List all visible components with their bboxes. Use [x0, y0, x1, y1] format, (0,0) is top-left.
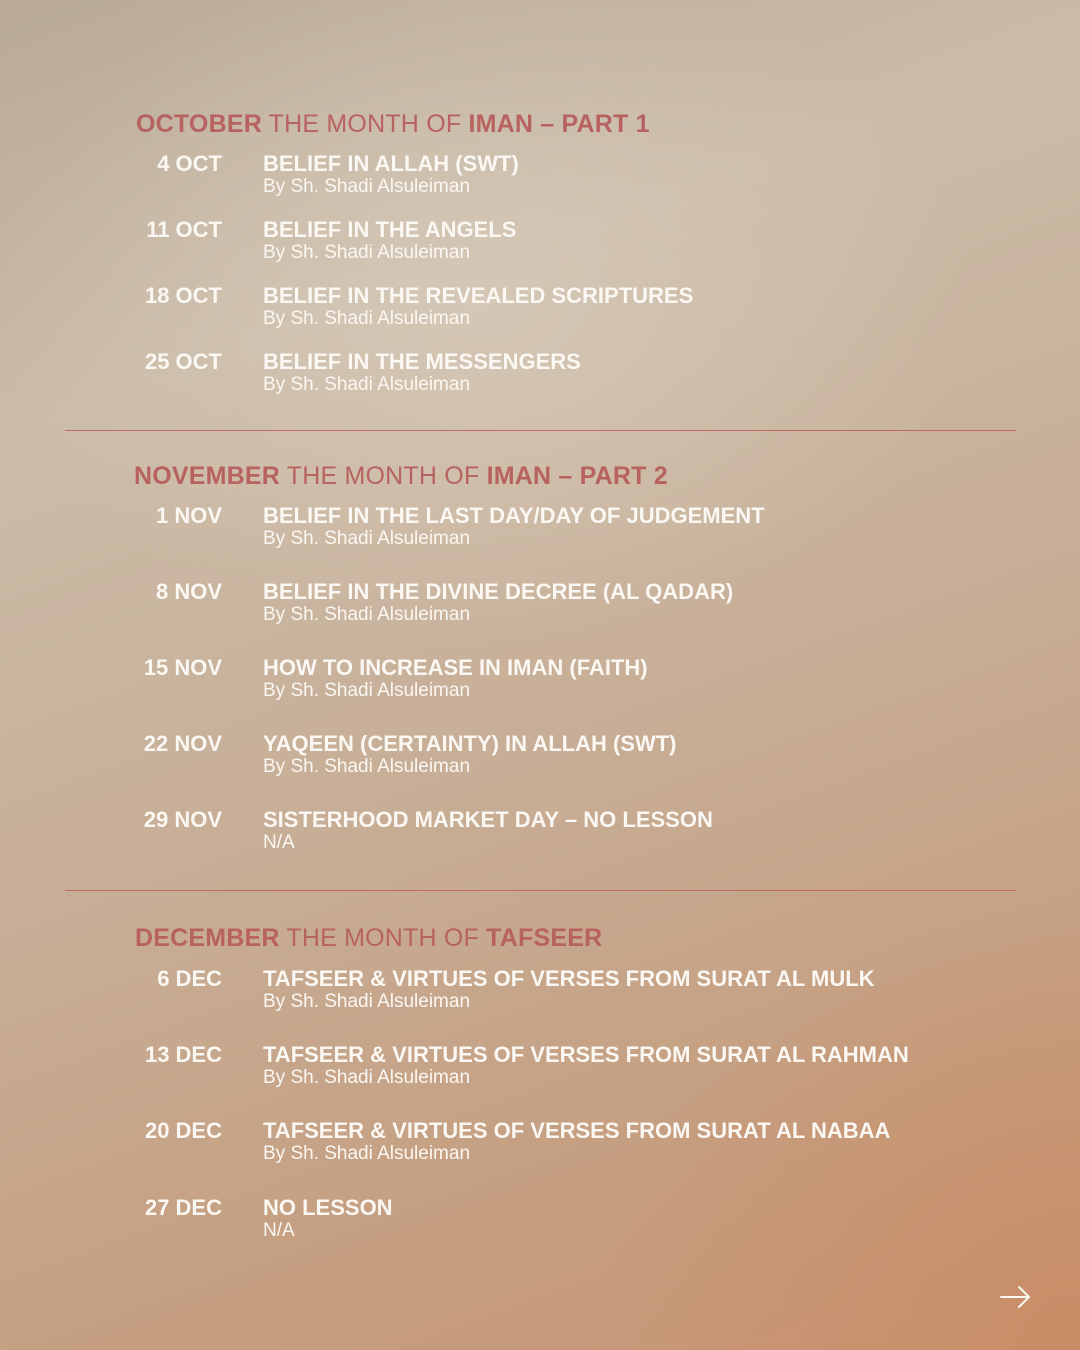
lesson-title: TAFSEER & VIRTUES OF VERSES FROM SURAT AL NABAA — [263, 1118, 891, 1143]
section-topic: IMAN – PART 2 — [486, 462, 668, 490]
lesson-row — [0, 655, 1080, 715]
lesson-date: 27 DEC — [144, 1195, 222, 1220]
section-month: NOVEMBER — [134, 462, 281, 490]
section-divider — [65, 430, 1016, 431]
lesson-speaker: By Sh. Shadi Alsuleiman — [263, 1143, 471, 1164]
lesson-date: 18 OCT — [144, 283, 222, 308]
lesson-row — [0, 731, 1080, 791]
lesson-speaker: By Sh. Shadi Alsuleiman — [263, 308, 471, 329]
lesson-title: YAQEEN (CERTAINTY) IN ALLAH (SWT) — [263, 731, 677, 756]
lesson-date: 4 OCT — [157, 151, 222, 176]
lesson-date: 1 NOV — [155, 503, 222, 528]
section-month: DECEMBER — [135, 924, 280, 952]
lesson-speaker: By Sh. Shadi Alsuleiman — [263, 756, 471, 777]
lesson-title: BELIEF IN THE ANGELS — [263, 217, 517, 242]
lesson-speaker: By Sh. Shadi Alsuleiman — [263, 176, 471, 197]
lesson-title: TAFSEER & VIRTUES OF VERSES FROM SURAT AL MULK — [263, 966, 875, 991]
lesson-date: 8 NOV — [155, 579, 222, 604]
lesson-speaker: By Sh. Shadi Alsuleiman — [263, 680, 471, 701]
next-button[interactable] — [998, 1282, 1034, 1312]
lesson-row — [0, 349, 1080, 409]
lesson-row — [0, 151, 1080, 211]
lesson-title: SISTERHOOD MARKET DAY – NO LESSON — [263, 807, 713, 832]
lesson-date: 6 DEC — [157, 966, 222, 991]
lesson-date: 13 DEC — [144, 1042, 222, 1067]
arrow-right-icon — [998, 1282, 1034, 1312]
lesson-title: BELIEF IN THE REVEALED SCRIPTURES — [263, 283, 694, 308]
lesson-date: 25 OCT — [144, 349, 222, 374]
lesson-row — [0, 503, 1080, 563]
lesson-title: BELIEF IN ALLAH (SWT) — [263, 151, 519, 176]
lesson-row — [0, 283, 1080, 343]
lesson-date: 11 OCT — [146, 217, 222, 242]
november-heading — [134, 461, 668, 491]
lesson-date: 15 NOV — [143, 655, 222, 680]
section-month: OCTOBER — [136, 110, 262, 138]
december-heading — [135, 923, 602, 953]
lesson-title: BELIEF IN THE MESSENGERS — [263, 349, 581, 374]
lesson-speaker: By Sh. Shadi Alsuleiman — [263, 1067, 471, 1088]
lesson-row — [0, 1118, 1080, 1178]
section-middle: THE MONTH OF — [280, 462, 487, 490]
lesson-speaker: N/A — [263, 1220, 295, 1241]
lesson-row — [0, 966, 1080, 1026]
lesson-date: 29 NOV — [143, 807, 222, 832]
section-divider — [65, 890, 1016, 891]
lesson-row — [0, 217, 1080, 277]
lesson-speaker: By Sh. Shadi Alsuleiman — [263, 604, 471, 625]
october-heading — [136, 109, 650, 139]
lesson-row — [0, 1042, 1080, 1102]
lesson-title: BELIEF IN THE LAST DAY/DAY OF JUDGEMENT — [263, 503, 765, 528]
lesson-speaker: By Sh. Shadi Alsuleiman — [263, 991, 471, 1012]
section-middle: THE MONTH OF — [279, 924, 487, 952]
lesson-date: 20 DEC — [144, 1118, 222, 1143]
lesson-title: TAFSEER & VIRTUES OF VERSES FROM SURAT AL RAHMAN — [263, 1042, 909, 1067]
lesson-row — [0, 807, 1080, 867]
lesson-title: NO LESSON — [263, 1195, 393, 1220]
lesson-speaker: By Sh. Shadi Alsuleiman — [263, 242, 471, 263]
lesson-date: 22 NOV — [143, 731, 222, 756]
section-middle: THE MONTH OF — [261, 110, 469, 138]
section-topic: TAFSEER — [486, 924, 603, 952]
lesson-speaker: By Sh. Shadi Alsuleiman — [263, 528, 471, 549]
lesson-speaker: By Sh. Shadi Alsuleiman — [263, 374, 471, 395]
lesson-row — [0, 1195, 1080, 1255]
lesson-title: BELIEF IN THE DIVINE DECREE (AL QADAR) — [263, 579, 734, 604]
lesson-title: HOW TO INCREASE IN IMAN (FAITH) — [263, 655, 648, 680]
lesson-speaker: N/A — [263, 832, 295, 853]
section-topic: IMAN – PART 1 — [468, 110, 650, 138]
lesson-row — [0, 579, 1080, 639]
